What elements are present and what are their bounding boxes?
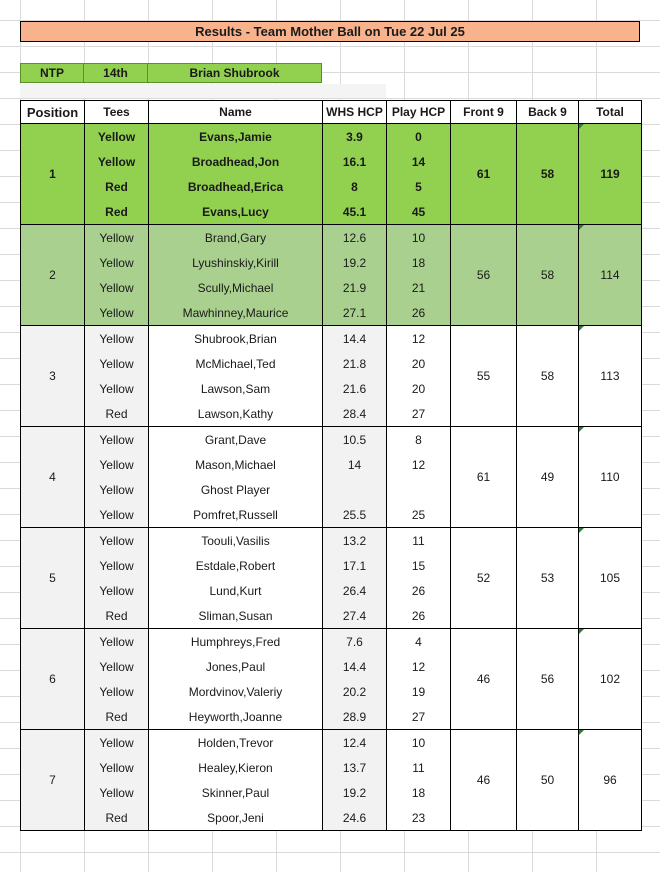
name-cell[interactable]: Humphreys,Fred: [149, 629, 323, 655]
tees-cell[interactable]: Red: [85, 704, 149, 730]
position-cell[interactable]: 4: [21, 427, 85, 528]
header-back-9[interactable]: Back 9: [517, 101, 579, 124]
tees-cell[interactable]: Red: [85, 174, 149, 199]
tees-cell[interactable]: Yellow: [85, 780, 149, 805]
play-hcp-cell[interactable]: 10: [387, 730, 451, 756]
name-cell[interactable]: Holden,Trevor: [149, 730, 323, 756]
ntp-hole-cell[interactable]: 14th: [84, 63, 148, 83]
play-hcp-cell[interactable]: 11: [387, 528, 451, 554]
play-hcp-cell[interactable]: 12: [387, 452, 451, 477]
tees-cell[interactable]: Red: [85, 401, 149, 427]
table-row: [21, 629, 642, 655]
position-cell[interactable]: 1: [21, 124, 85, 225]
whs-hcp-cell[interactable]: 28.9: [323, 704, 387, 730]
position-cell[interactable]: 7: [21, 730, 85, 831]
whs-hcp-cell[interactable]: 24.6: [323, 805, 387, 831]
play-hcp-cell[interactable]: 5: [387, 174, 451, 199]
name-cell[interactable]: Lawson,Sam: [149, 376, 323, 401]
tees-cell[interactable]: Yellow: [85, 376, 149, 401]
back-9-cell[interactable]: 58: [517, 326, 579, 427]
front-9-cell[interactable]: 56: [451, 225, 517, 326]
front-9-cell[interactable]: 61: [451, 427, 517, 528]
tees-cell[interactable]: Yellow: [85, 351, 149, 376]
whs-hcp-cell[interactable]: 25.5: [323, 502, 387, 528]
whs-hcp-cell[interactable]: 19.2: [323, 780, 387, 805]
header-tees[interactable]: Tees: [85, 101, 149, 124]
tees-cell[interactable]: Red: [85, 199, 149, 225]
front-9-cell[interactable]: 46: [451, 730, 517, 831]
whs-hcp-cell[interactable]: 21.9: [323, 275, 387, 300]
name-cell[interactable]: Mordvinov,Valeriy: [149, 679, 323, 704]
name-cell[interactable]: Mawhinney,Maurice: [149, 300, 323, 326]
total-cell[interactable]: 114: [579, 225, 642, 326]
play-hcp-cell[interactable]: 26: [387, 603, 451, 629]
name-cell[interactable]: Evans,Jamie: [149, 124, 323, 150]
play-hcp-cell[interactable]: 27: [387, 704, 451, 730]
whs-hcp-cell[interactable]: 8: [323, 174, 387, 199]
name-cell[interactable]: Shubrook,Brian: [149, 326, 323, 352]
whs-hcp-cell[interactable]: 28.4: [323, 401, 387, 427]
name-cell[interactable]: Mason,Michael: [149, 452, 323, 477]
back-9-cell[interactable]: 58: [517, 225, 579, 326]
play-hcp-cell[interactable]: 12: [387, 326, 451, 352]
tees-cell[interactable]: Red: [85, 805, 149, 831]
position-cell[interactable]: 3: [21, 326, 85, 427]
name-cell[interactable]: Estdale,Robert: [149, 553, 323, 578]
whs-hcp-cell[interactable]: 13.7: [323, 755, 387, 780]
back-9-cell[interactable]: 53: [517, 528, 579, 629]
tees-cell[interactable]: Yellow: [85, 275, 149, 300]
table-row: [21, 225, 642, 251]
whs-hcp-cell[interactable]: 21.6: [323, 376, 387, 401]
whs-hcp-cell[interactable]: 12.6: [323, 225, 387, 251]
play-hcp-cell[interactable]: 20: [387, 351, 451, 376]
back-9-cell[interactable]: 56: [517, 629, 579, 730]
header-play-hcp[interactable]: Play HCP: [387, 101, 451, 124]
whs-hcp-cell[interactable]: 12.4: [323, 730, 387, 756]
name-cell[interactable]: Pomfret,Russell: [149, 502, 323, 528]
total-cell[interactable]: 102: [579, 629, 642, 730]
tees-cell[interactable]: Yellow: [85, 528, 149, 554]
whs-hcp-cell[interactable]: 14.4: [323, 654, 387, 679]
name-cell[interactable]: Scully,Michael: [149, 275, 323, 300]
name-cell[interactable]: Heyworth,Joanne: [149, 704, 323, 730]
position-cell[interactable]: 6: [21, 629, 85, 730]
name-cell[interactable]: Lyushinskiy,Kirill: [149, 250, 323, 275]
name-cell[interactable]: Broadhead,Erica: [149, 174, 323, 199]
table-row: [21, 730, 642, 756]
tees-cell[interactable]: Yellow: [85, 452, 149, 477]
name-cell[interactable]: Lund,Kurt: [149, 578, 323, 603]
back-9-cell[interactable]: 49: [517, 427, 579, 528]
name-cell[interactable]: Sliman,Susan: [149, 603, 323, 629]
play-hcp-cell[interactable]: 10: [387, 225, 451, 251]
whs-hcp-cell[interactable]: [323, 477, 387, 502]
tees-cell[interactable]: Yellow: [85, 477, 149, 502]
ntp-player-cell[interactable]: Brian Shubrook: [148, 63, 322, 83]
front-9-cell[interactable]: 46: [451, 629, 517, 730]
whs-hcp-cell[interactable]: 20.2: [323, 679, 387, 704]
position-cell[interactable]: 2: [21, 225, 85, 326]
whs-hcp-cell[interactable]: 3.9: [323, 124, 387, 150]
play-hcp-cell[interactable]: 23: [387, 805, 451, 831]
tees-cell[interactable]: Yellow: [85, 149, 149, 174]
front-9-cell[interactable]: 52: [451, 528, 517, 629]
play-hcp-cell[interactable]: 14: [387, 149, 451, 174]
play-hcp-cell[interactable]: 21: [387, 275, 451, 300]
play-hcp-cell[interactable]: 11: [387, 755, 451, 780]
ntp-label-cell[interactable]: NTP: [20, 63, 84, 83]
tees-cell[interactable]: Yellow: [85, 629, 149, 655]
tees-cell[interactable]: Red: [85, 603, 149, 629]
play-hcp-cell[interactable]: 26: [387, 578, 451, 603]
total-cell[interactable]: 119: [579, 124, 642, 225]
name-cell[interactable]: Toouli,Vasilis: [149, 528, 323, 554]
whs-hcp-cell[interactable]: 14.4: [323, 326, 387, 352]
whs-hcp-cell[interactable]: 17.1: [323, 553, 387, 578]
whs-hcp-cell[interactable]: 27.1: [323, 300, 387, 326]
table-row: [21, 326, 642, 352]
play-hcp-cell[interactable]: 19: [387, 679, 451, 704]
table-row: [21, 124, 642, 150]
play-hcp-cell[interactable]: 0: [387, 124, 451, 150]
table-row: [21, 528, 642, 554]
header-front-9[interactable]: Front 9: [451, 101, 517, 124]
tees-cell[interactable]: Yellow: [85, 225, 149, 251]
whs-hcp-cell[interactable]: 16.1: [323, 149, 387, 174]
name-cell[interactable]: Grant,Dave: [149, 427, 323, 453]
tees-cell[interactable]: Yellow: [85, 654, 149, 679]
name-cell[interactable]: Evans,Lucy: [149, 199, 323, 225]
play-hcp-cell[interactable]: 27: [387, 401, 451, 427]
front-9-cell[interactable]: 55: [451, 326, 517, 427]
tees-cell[interactable]: Yellow: [85, 326, 149, 352]
whs-hcp-cell[interactable]: 26.4: [323, 578, 387, 603]
play-hcp-cell[interactable]: 45: [387, 199, 451, 225]
whs-hcp-cell[interactable]: 13.2: [323, 528, 387, 554]
total-cell[interactable]: 110: [579, 427, 642, 528]
whs-hcp-cell[interactable]: 10.5: [323, 427, 387, 453]
whs-hcp-cell[interactable]: 45.1: [323, 199, 387, 225]
play-hcp-cell[interactable]: 20: [387, 376, 451, 401]
header-total[interactable]: Total: [579, 101, 642, 124]
results-table: [20, 100, 642, 831]
whs-hcp-cell[interactable]: 7.6: [323, 629, 387, 655]
name-cell[interactable]: Skinner,Paul: [149, 780, 323, 805]
header-row: [21, 101, 642, 124]
tees-cell[interactable]: Yellow: [85, 300, 149, 326]
name-cell[interactable]: McMichael,Ted: [149, 351, 323, 376]
header-whs-hcp[interactable]: WHS HCP: [323, 101, 387, 124]
whs-hcp-cell[interactable]: 27.4: [323, 603, 387, 629]
total-cell[interactable]: 105: [579, 528, 642, 629]
name-cell[interactable]: Jones,Paul: [149, 654, 323, 679]
back-9-cell[interactable]: 50: [517, 730, 579, 831]
results-title[interactable]: Results - Team Mother Ball on Tue 22 Jul 25: [20, 21, 640, 42]
play-hcp-cell[interactable]: 15: [387, 553, 451, 578]
name-cell[interactable]: Brand,Gary: [149, 225, 323, 251]
total-cell[interactable]: 96: [579, 730, 642, 831]
tees-cell[interactable]: Yellow: [85, 502, 149, 528]
play-hcp-cell[interactable]: 18: [387, 250, 451, 275]
tees-cell[interactable]: Yellow: [85, 578, 149, 603]
play-hcp-cell[interactable]: [387, 477, 451, 502]
total-cell[interactable]: 113: [579, 326, 642, 427]
tees-cell[interactable]: Yellow: [85, 124, 149, 150]
table-row: [21, 427, 642, 453]
play-hcp-cell[interactable]: 18: [387, 780, 451, 805]
name-cell[interactable]: Spoor,Jeni: [149, 805, 323, 831]
front-9-cell[interactable]: 61: [451, 124, 517, 225]
back-9-cell[interactable]: 58: [517, 124, 579, 225]
tees-cell[interactable]: Yellow: [85, 730, 149, 756]
play-hcp-cell[interactable]: 12: [387, 654, 451, 679]
header-position[interactable]: Position: [21, 101, 85, 124]
tees-cell[interactable]: Yellow: [85, 553, 149, 578]
name-cell[interactable]: Healey,Kieron: [149, 755, 323, 780]
play-hcp-cell[interactable]: 8: [387, 427, 451, 453]
header-name[interactable]: Name: [149, 101, 323, 124]
whs-hcp-cell[interactable]: 14: [323, 452, 387, 477]
tees-cell[interactable]: Yellow: [85, 755, 149, 780]
name-cell[interactable]: Broadhead,Jon: [149, 149, 323, 174]
play-hcp-cell[interactable]: 4: [387, 629, 451, 655]
whs-hcp-cell[interactable]: 19.2: [323, 250, 387, 275]
tees-cell[interactable]: Yellow: [85, 250, 149, 275]
tees-cell[interactable]: Yellow: [85, 427, 149, 453]
whs-hcp-cell[interactable]: 21.8: [323, 351, 387, 376]
name-cell[interactable]: Ghost Player: [149, 477, 323, 502]
results-body: [21, 124, 642, 831]
blank-row: [20, 84, 386, 98]
tees-cell[interactable]: Yellow: [85, 679, 149, 704]
ntp-row: [20, 63, 322, 83]
play-hcp-cell[interactable]: 25: [387, 502, 451, 528]
position-cell[interactable]: 5: [21, 528, 85, 629]
name-cell[interactable]: Lawson,Kathy: [149, 401, 323, 427]
play-hcp-cell[interactable]: 26: [387, 300, 451, 326]
